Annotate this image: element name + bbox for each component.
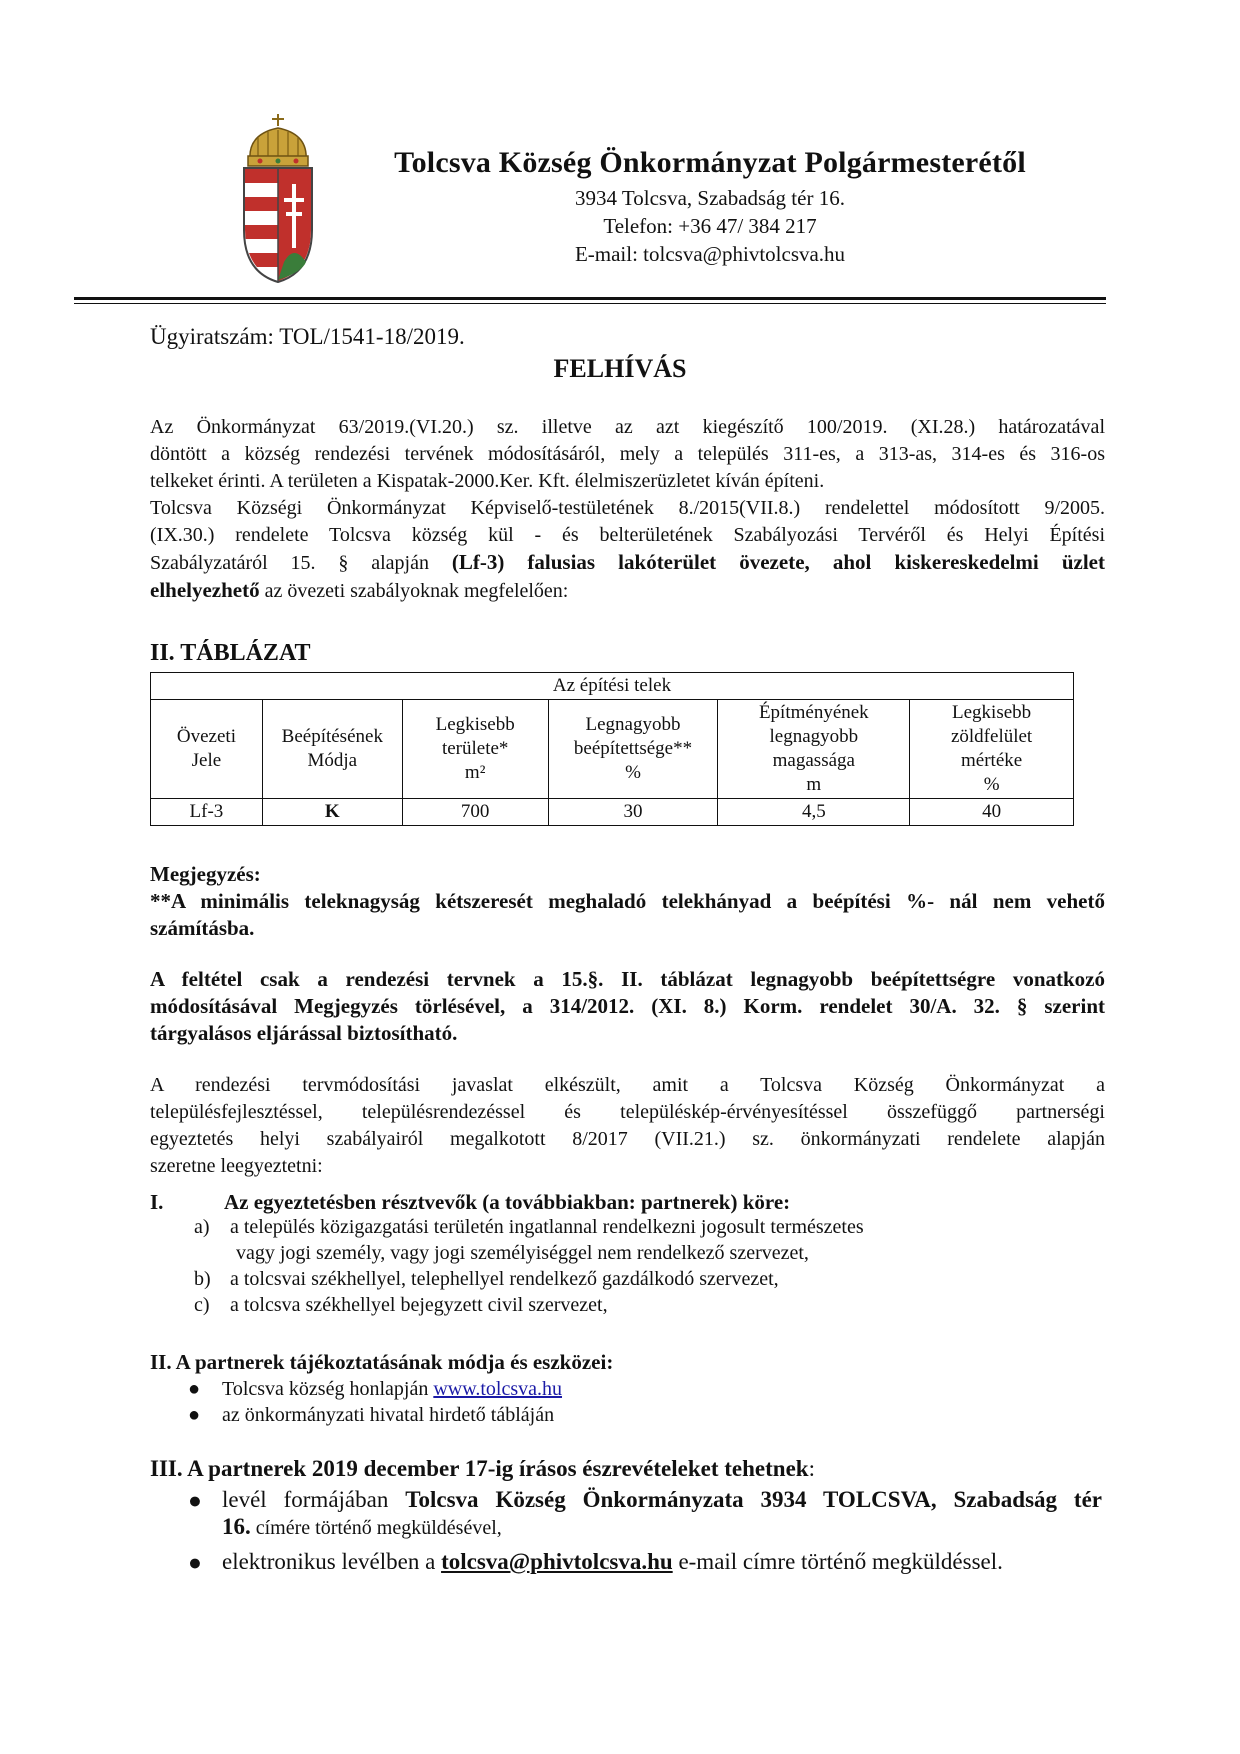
section2-title: II. A partnerek tájékoztatásának módja és eszközei: [150, 1350, 614, 1374]
column-header [910, 700, 1074, 799]
section1-number: I. [150, 1190, 164, 1214]
column-header-line: Legkisebb [952, 702, 1032, 723]
column-header-line: Legkisebb [435, 714, 515, 735]
list-item-text: a tolcsvai székhellyel, telephellyel rendelkező gazdálkodó szervezet, [230, 1268, 779, 1290]
column-header-line: Legnagyobb [585, 714, 681, 735]
letterhead-email: E-mail: tolcsva@phivtolcsva.hu [574, 242, 846, 266]
list-marker: a) [194, 1216, 210, 1238]
list-item-text-part: levél formájában [222, 1487, 406, 1512]
list-item-text-part: e-mail címre történő megküldéssel. [672, 1549, 1003, 1574]
intro-line: Az Önkormányzat 63/2019.(VI.20.) sz. illetve az azt kiegészítő 100/2019. (XI.28.) határozatával [150, 416, 1105, 438]
bullet-icon: ● [188, 1378, 201, 1400]
column-header [151, 700, 263, 799]
bullet-icon: ● [188, 1488, 202, 1513]
list-item-text: az önkormányzati hivatal hirdető tábláján [222, 1404, 555, 1426]
intro-line-last [150, 577, 1105, 605]
table-heading: II. TÁBLÁZAT [150, 640, 311, 666]
note-line: számításba. [150, 916, 255, 940]
column-header-line: % [625, 762, 641, 783]
coat-of-arms-icon [236, 112, 320, 284]
section3-title [150, 1456, 815, 1482]
column-header-line: zöldfelület [950, 726, 1033, 747]
email-link[interactable]: tolcsva@phivtolcsva.hu [441, 1549, 673, 1574]
column-header-line: Beépítésének [281, 726, 383, 747]
table-cell: Lf-3 [151, 799, 263, 826]
column-header [262, 700, 402, 799]
column-header-line: m² [464, 762, 486, 783]
column-header [548, 700, 718, 799]
document-title: FELHÍVÁS [553, 354, 687, 383]
note-text [150, 888, 1105, 942]
intro-bold-zone: (Lf-3) falusias lakóterület övezete, ahol kiskereskedelmi üzlet [451, 550, 1105, 574]
intro-line: (IX.30.) rendelete Tolcsva község kül - és belterületének Szabályozási Tervéről és Helyi Építési [150, 524, 1105, 546]
proposal-line: településfejlesztéssel, településrendezéssel és településkép-érvényesítéssel összefüggő partnerségi [150, 1101, 1105, 1123]
condition-line: tárgyalásos eljárással biztosítható. [150, 1021, 458, 1045]
condition-text [150, 966, 1105, 1047]
list-item-text [222, 1376, 562, 1403]
postal-address: Tolcsva Község Önkormányzata 3934 TOLCSVA, Szabadság tér [405, 1487, 1103, 1512]
list-item-text-part: címére történő megküldésével, [250, 1517, 502, 1539]
list-item-line [222, 1486, 1102, 1513]
column-header-line: Módja [307, 750, 358, 771]
column-header-line: Építményének [758, 702, 869, 723]
column-header-line: m [806, 774, 822, 795]
file-number: Ügyiratszám: TOL/1541-18/2019. [150, 324, 465, 349]
list-item-text [222, 1486, 1102, 1542]
proposal-line: egyeztetés helyi szabályairól megalkotott 8/2017 (VII.21.) sz. önkormányzati rendelete alapján [150, 1128, 1105, 1150]
bullet-icon: ● [188, 1550, 202, 1575]
column-header-line: legnagyobb [769, 726, 859, 747]
zoning-table [150, 672, 1074, 826]
table-cell: 30 [548, 799, 718, 826]
list-marker: b) [194, 1268, 211, 1290]
bullet-icon: ● [188, 1404, 201, 1426]
intro-line: Tolcsva Községi Önkormányzat Képviselő-testületének 8./2015(VII.8.) rendelettel módosított 9/2005. [150, 497, 1105, 519]
section3-title-bold: III. A partnerek 2019 december 17-ig írásos észrevételeket tehetnek [150, 1456, 809, 1481]
column-header-line: területe* [441, 738, 509, 759]
list-item-text: a település közigazgatási területén ingatlannal rendelkezni jogosult természetes [230, 1216, 864, 1238]
note-line: **A minimális teleknagyság kétszeresét meghaladó telekhányad a beépítési %- nál nem vehető [150, 889, 1105, 913]
list-item-text: a tolcsva székhellyel bejegyzett civil szervezet, [230, 1294, 608, 1316]
table-group-header-row [151, 673, 1074, 700]
table-group-header: Az építési telek [151, 673, 1074, 700]
list-item-text [222, 1548, 1003, 1575]
postal-address-2: 16. [222, 1514, 251, 1539]
column-header-line: mértéke [961, 750, 1023, 771]
column-header [718, 700, 910, 799]
header-rule-thick [74, 297, 1106, 300]
column-header-line: magassága [772, 750, 855, 771]
note-heading: Megjegyzés: [150, 862, 261, 886]
condition-line: módosításával Megjegyzés törlésével, a 314/2012. (XI. 8.) Korm. rendelet 30/A. 32. § szerint [150, 994, 1105, 1018]
column-header [402, 700, 548, 799]
crown-icon [248, 114, 308, 166]
intro-tail: az övezeti szabályoknak megfelelően: [259, 580, 569, 602]
column-header-line: Jele [191, 750, 222, 771]
website-link[interactable]: www.tolcsva.hu [433, 1378, 563, 1400]
column-header-line: Övezeti [176, 726, 236, 747]
intro-line: Szabályzatáról 15. § alapján [150, 552, 429, 574]
shield-icon [244, 168, 312, 282]
intro-line-with-bold [150, 549, 1105, 577]
column-header-line: beépítettsége** [573, 738, 693, 759]
table-cell: K [262, 799, 402, 826]
table-cell: 700 [402, 799, 548, 826]
intro-line: döntött a község rendezési tervének módosításáról, mely a település 311-es, a 313-as, 314-es és 316-os [150, 443, 1105, 465]
list-item-text-part: Tolcsva község honlapján [222, 1378, 434, 1400]
proposal-paragraph [150, 1072, 1105, 1180]
list-item-line [222, 1513, 1102, 1542]
letterhead-phone: Telefon: +36 47/ 384 217 [603, 214, 817, 238]
section3-title-tail: : [808, 1456, 815, 1481]
proposal-line: szeretne leegyeztetni: [150, 1155, 323, 1177]
list-marker: c) [194, 1294, 210, 1316]
table-row [151, 799, 1074, 826]
header-rule-thin [74, 303, 1106, 304]
list-item-text: vagy jogi személy, vagy jogi személyiséggel nem rendelkező szervezet, [236, 1242, 809, 1264]
table-header-row [151, 700, 1074, 799]
letterhead-address: 3934 Tolcsva, Szabadság tér 16. [575, 186, 845, 210]
list-item-text-part: elektronikus levélben a [222, 1549, 442, 1574]
letterhead-title: Tolcsva Község Önkormányzat Polgármesterétől [394, 146, 1026, 179]
intro-paragraph [150, 414, 1105, 605]
table-cell: 4,5 [718, 799, 910, 826]
condition-line: A feltétel csak a rendezési tervnek a 15.§. II. táblázat legnagyobb beépítettségre vonatkozó [150, 967, 1105, 991]
letterhead [330, 146, 1090, 268]
intro-bold-zone-2: elhelyezhető [150, 578, 260, 602]
proposal-line: A rendezési tervmódosítási javaslat elkészült, amit a Tolcsva Község Önkormányzat a [150, 1074, 1105, 1096]
intro-line: telkeket érinti. A területen a Kispatak-2000.Ker. Kft. élelmiszerüzletet kíván építeni. [150, 470, 825, 492]
section1-title: Az egyeztetésben résztvevők (a továbbiakban: partnerek) köre: [224, 1190, 791, 1214]
table-cell: 40 [910, 799, 1074, 826]
column-header-line: % [983, 774, 1000, 795]
